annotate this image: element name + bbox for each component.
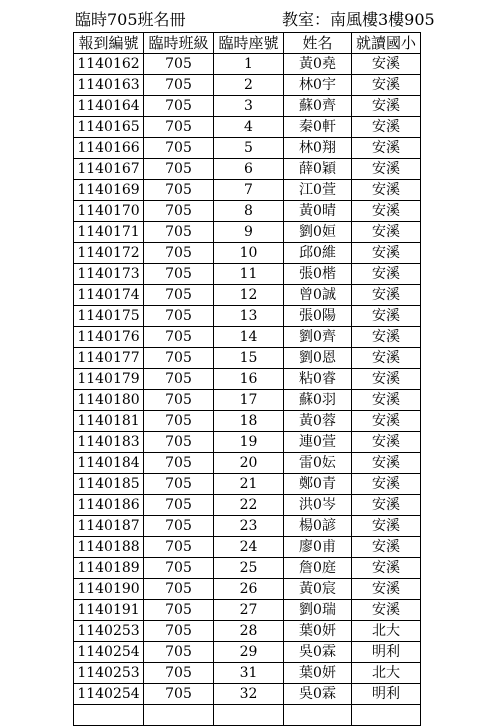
student-name-cell: 洪0岑 — [284, 495, 352, 516]
registration-id-cell: 1140191 — [74, 600, 144, 621]
temp-class-cell: 705 — [144, 411, 214, 432]
student-name-cell: 楊0諺 — [284, 516, 352, 537]
table-row — [74, 222, 421, 243]
temp-seat-cell: 4 — [214, 117, 284, 138]
student-name-cell: 葉0妍 — [284, 663, 352, 684]
elementary-school-cell: 安溪 — [352, 537, 421, 558]
registration-id-cell: 1140176 — [74, 327, 144, 348]
elementary-school-cell: 北大 — [352, 621, 421, 642]
student-name-cell: 雷0妘 — [284, 453, 352, 474]
table-row — [74, 75, 421, 96]
table-row — [74, 390, 421, 411]
registration-id-cell: 1140169 — [74, 180, 144, 201]
registration-id-cell: 1140187 — [74, 516, 144, 537]
student-name-cell: 蘇0齊 — [284, 96, 352, 117]
registration-id-cell: 1140186 — [74, 495, 144, 516]
temp-class-cell: 705 — [144, 159, 214, 180]
registration-id-cell: 1140171 — [74, 222, 144, 243]
registration-id-cell: 1140166 — [74, 138, 144, 159]
student-name-cell: 邱0維 — [284, 243, 352, 264]
elementary-school-cell: 安溪 — [352, 327, 421, 348]
student-name-cell: 詹0庭 — [284, 558, 352, 579]
temp-seat-cell: 22 — [214, 495, 284, 516]
temp-seat-cell: 5 — [214, 138, 284, 159]
table-row — [74, 411, 421, 432]
table-row — [74, 432, 421, 453]
temp-class-cell: 705 — [144, 516, 214, 537]
table-row — [74, 138, 421, 159]
student-name-cell: 黃0蓉 — [284, 411, 352, 432]
student-name-cell: 吳0霖 — [284, 684, 352, 705]
elementary-school-cell: 安溪 — [352, 243, 421, 264]
elementary-school-cell: 安溪 — [352, 201, 421, 222]
temp-seat-cell: 12 — [214, 285, 284, 306]
table-row — [74, 516, 421, 537]
student-name-cell: 黃0晴 — [284, 201, 352, 222]
registration-id-cell: 1140170 — [74, 201, 144, 222]
elementary-school-cell: 安溪 — [352, 390, 421, 411]
temp-seat-cell: 14 — [214, 327, 284, 348]
table-row — [74, 642, 421, 663]
empty-cell — [144, 705, 214, 726]
student-name-cell: 黃0堯 — [284, 54, 352, 75]
student-name-cell: 薛0穎 — [284, 159, 352, 180]
empty-cell — [74, 705, 144, 726]
registration-id-cell: 1140254 — [74, 642, 144, 663]
registration-id-cell: 1140185 — [74, 474, 144, 495]
table-row — [74, 159, 421, 180]
temp-seat-cell: 3 — [214, 96, 284, 117]
student-name-cell: 張0陽 — [284, 306, 352, 327]
temp-seat-cell: 6 — [214, 159, 284, 180]
registration-id-cell: 1140180 — [74, 390, 144, 411]
table-row — [74, 558, 421, 579]
table-row — [74, 201, 421, 222]
elementary-school-cell: 北大 — [352, 663, 421, 684]
temp-seat-cell: 24 — [214, 537, 284, 558]
registration-id-cell: 1140177 — [74, 348, 144, 369]
temp-seat-cell: 27 — [214, 600, 284, 621]
elementary-school-cell: 安溪 — [352, 75, 421, 96]
temp-class-cell: 705 — [144, 327, 214, 348]
registration-id-cell: 1140189 — [74, 558, 144, 579]
student-name-cell: 粘0睿 — [284, 369, 352, 390]
table-row — [74, 348, 421, 369]
student-name-cell: 秦0軒 — [284, 117, 352, 138]
registration-id-cell: 1140173 — [74, 264, 144, 285]
registration-id-cell: 1140175 — [74, 306, 144, 327]
registration-id-cell: 1140165 — [74, 117, 144, 138]
registration-id-cell: 1140167 — [74, 159, 144, 180]
temp-class-cell: 705 — [144, 138, 214, 159]
temp-class-cell: 705 — [144, 285, 214, 306]
elementary-school-cell: 安溪 — [352, 54, 421, 75]
empty-cell — [352, 705, 421, 726]
registration-id-cell: 1140172 — [74, 243, 144, 264]
elementary-school-cell: 安溪 — [352, 96, 421, 117]
temp-class-cell: 705 — [144, 621, 214, 642]
student-name-cell: 曾0誠 — [284, 285, 352, 306]
empty-cell — [284, 705, 352, 726]
temp-seat-cell: 16 — [214, 369, 284, 390]
temp-class-cell: 705 — [144, 495, 214, 516]
table-header-row — [74, 33, 421, 54]
table-row — [74, 621, 421, 642]
temp-class-cell: 705 — [144, 54, 214, 75]
registration-id-cell: 1140163 — [74, 75, 144, 96]
empty-cell — [214, 705, 284, 726]
table-row — [74, 600, 421, 621]
temp-class-cell: 705 — [144, 684, 214, 705]
temp-class-cell: 705 — [144, 201, 214, 222]
temp-seat-cell: 25 — [214, 558, 284, 579]
temp-class-cell: 705 — [144, 642, 214, 663]
elementary-school-cell: 安溪 — [352, 306, 421, 327]
temp-class-cell: 705 — [144, 579, 214, 600]
temp-class-cell: 705 — [144, 432, 214, 453]
temp-seat-cell: 31 — [214, 663, 284, 684]
temp-class-cell: 705 — [144, 243, 214, 264]
temp-seat-cell: 20 — [214, 453, 284, 474]
table-row — [74, 306, 421, 327]
roster-body — [74, 54, 421, 726]
elementary-school-cell: 安溪 — [352, 516, 421, 537]
temp-seat-cell: 32 — [214, 684, 284, 705]
temp-class-cell: 705 — [144, 117, 214, 138]
registration-id-cell: 1140162 — [74, 54, 144, 75]
column-header-temp-seat: 臨時座號 — [214, 33, 284, 54]
elementary-school-cell: 安溪 — [352, 411, 421, 432]
temp-seat-cell: 21 — [214, 474, 284, 495]
registration-id-cell: 1140253 — [74, 663, 144, 684]
table-row — [74, 369, 421, 390]
student-name-cell: 劉0齊 — [284, 327, 352, 348]
elementary-school-cell: 安溪 — [352, 453, 421, 474]
temp-class-cell: 705 — [144, 600, 214, 621]
elementary-school-cell: 明利 — [352, 684, 421, 705]
elementary-school-cell: 安溪 — [352, 180, 421, 201]
temp-class-cell: 705 — [144, 75, 214, 96]
temp-seat-cell: 10 — [214, 243, 284, 264]
registration-id-cell: 1140254 — [74, 684, 144, 705]
empty-table-row — [74, 705, 421, 726]
student-name-cell: 蘇0羽 — [284, 390, 352, 411]
temp-class-cell: 705 — [144, 306, 214, 327]
page-title: 臨時705班名冊 — [75, 10, 186, 29]
table-row — [74, 453, 421, 474]
elementary-school-cell: 安溪 — [352, 285, 421, 306]
student-name-cell: 江0萱 — [284, 180, 352, 201]
temp-class-cell: 705 — [144, 348, 214, 369]
column-header-elementary-school: 就讀國小 — [352, 33, 421, 54]
temp-seat-cell: 17 — [214, 390, 284, 411]
registration-id-cell: 1140188 — [74, 537, 144, 558]
temp-class-cell: 705 — [144, 222, 214, 243]
table-row — [74, 180, 421, 201]
column-header-temp-class: 臨時班級 — [144, 33, 214, 54]
student-name-cell: 吳0霖 — [284, 642, 352, 663]
elementary-school-cell: 安溪 — [352, 474, 421, 495]
student-name-cell: 葉0妍 — [284, 621, 352, 642]
temp-seat-cell: 29 — [214, 642, 284, 663]
table-row — [74, 663, 421, 684]
student-name-cell: 黃0宸 — [284, 579, 352, 600]
elementary-school-cell: 安溪 — [352, 495, 421, 516]
temp-seat-cell: 13 — [214, 306, 284, 327]
elementary-school-cell: 安溪 — [352, 159, 421, 180]
temp-seat-cell: 19 — [214, 432, 284, 453]
elementary-school-cell: 安溪 — [352, 264, 421, 285]
temp-seat-cell: 18 — [214, 411, 284, 432]
student-name-cell: 鄭0青 — [284, 474, 352, 495]
elementary-school-cell: 安溪 — [352, 600, 421, 621]
temp-class-cell: 705 — [144, 663, 214, 684]
column-header-registration-id: 報到編號 — [74, 33, 144, 54]
registration-id-cell: 1140181 — [74, 411, 144, 432]
elementary-school-cell: 安溪 — [352, 579, 421, 600]
temp-seat-cell: 9 — [214, 222, 284, 243]
registration-id-cell: 1140253 — [74, 621, 144, 642]
temp-class-cell: 705 — [144, 474, 214, 495]
table-row — [74, 684, 421, 705]
table-row — [74, 474, 421, 495]
temp-seat-cell: 15 — [214, 348, 284, 369]
elementary-school-cell: 安溪 — [352, 369, 421, 390]
student-name-cell: 廖0甫 — [284, 537, 352, 558]
elementary-school-cell: 安溪 — [352, 138, 421, 159]
temp-seat-cell: 23 — [214, 516, 284, 537]
table-row — [74, 327, 421, 348]
registration-id-cell: 1140183 — [74, 432, 144, 453]
elementary-school-cell: 安溪 — [352, 222, 421, 243]
elementary-school-cell: 明利 — [352, 642, 421, 663]
column-header-name: 姓名 — [284, 33, 352, 54]
elementary-school-cell: 安溪 — [352, 348, 421, 369]
elementary-school-cell: 安溪 — [352, 117, 421, 138]
elementary-school-cell: 安溪 — [352, 432, 421, 453]
table-row — [74, 243, 421, 264]
temp-class-cell: 705 — [144, 180, 214, 201]
roster-table — [73, 32, 421, 726]
temp-class-cell: 705 — [144, 558, 214, 579]
temp-seat-cell: 2 — [214, 75, 284, 96]
registration-id-cell: 1140184 — [74, 453, 144, 474]
temp-seat-cell: 8 — [214, 201, 284, 222]
registration-id-cell: 1140164 — [74, 96, 144, 117]
student-name-cell: 劉0恩 — [284, 348, 352, 369]
registration-id-cell: 1140179 — [74, 369, 144, 390]
temp-class-cell: 705 — [144, 96, 214, 117]
temp-seat-cell: 7 — [214, 180, 284, 201]
student-name-cell: 劉0姮 — [284, 222, 352, 243]
temp-seat-cell: 1 — [214, 54, 284, 75]
temp-seat-cell: 11 — [214, 264, 284, 285]
temp-class-cell: 705 — [144, 264, 214, 285]
table-row — [74, 54, 421, 75]
temp-class-cell: 705 — [144, 390, 214, 411]
table-row — [74, 264, 421, 285]
table-row — [74, 537, 421, 558]
student-name-cell: 連0萱 — [284, 432, 352, 453]
student-name-cell: 林0宇 — [284, 75, 352, 96]
elementary-school-cell: 安溪 — [352, 558, 421, 579]
registration-id-cell: 1140174 — [74, 285, 144, 306]
table-row — [74, 285, 421, 306]
student-name-cell: 張0楷 — [284, 264, 352, 285]
table-row — [74, 495, 421, 516]
table-row — [74, 96, 421, 117]
student-name-cell: 林0翔 — [284, 138, 352, 159]
classroom-label: 教室：南風樓3樓905 — [282, 10, 435, 29]
temp-class-cell: 705 — [144, 453, 214, 474]
table-row — [74, 117, 421, 138]
temp-class-cell: 705 — [144, 369, 214, 390]
temp-seat-cell: 26 — [214, 579, 284, 600]
registration-id-cell: 1140190 — [74, 579, 144, 600]
table-row — [74, 579, 421, 600]
student-name-cell: 劉0瑞 — [284, 600, 352, 621]
temp-class-cell: 705 — [144, 537, 214, 558]
temp-seat-cell: 28 — [214, 621, 284, 642]
